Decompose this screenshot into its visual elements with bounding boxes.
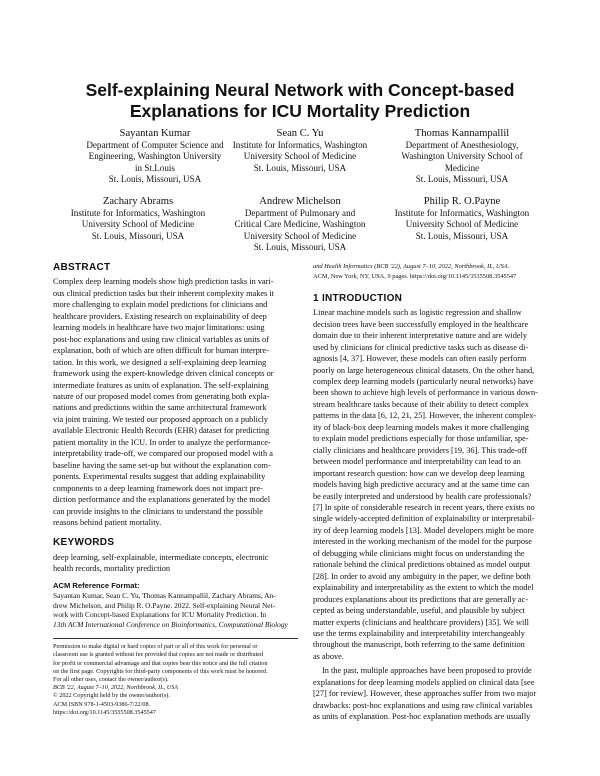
introduction-line: agnosis [4, 37]. However, these models can often easily perform	[313, 354, 527, 364]
author-affiliation: University School of Medicine	[243, 230, 357, 241]
author-name: Andrew Michelson	[259, 196, 341, 207]
permission-line: For all other uses, contact the owner/author(s).	[53, 676, 169, 684]
author-name: Philip R. O.Payne	[423, 196, 501, 207]
abstract-line: explanation, both of which are often difficult for human interpre-	[53, 346, 269, 356]
introduction-line: as above.	[313, 651, 344, 661]
abstract-line: can provide insights to the clinicians to understand the possible	[53, 506, 263, 516]
keywords-heading: KEYWORDS	[53, 537, 115, 549]
author-block	[53, 195, 223, 242]
introduction-line: [28]. In order to avoid any ambiguity in the paper, we define both	[313, 571, 531, 581]
doi-link[interactable]: https://doi.org/10.1145/3535508.3545547	[53, 708, 156, 716]
keywords-line: health records, mortality prediction	[53, 564, 171, 574]
reference-format-body	[53, 591, 298, 620]
author-location: St. Louis, Missouri, USA	[415, 230, 509, 241]
introduction-line: to explain model predictions especially for those unfamiliar, spe-	[313, 434, 529, 444]
author-location: St. Louis, Missouri, USA	[253, 162, 347, 173]
permission-line: for profit or commercial advantage and that copies bear this notice and the full citation	[53, 659, 268, 667]
reference-line: work with Concept-based Explanations for ICU Mortality Prediction. In	[53, 610, 267, 620]
keywords-body	[53, 552, 298, 575]
footnote-rule	[53, 638, 298, 639]
title-line-1: Self-explaining Neural Network with Concept-based	[85, 80, 515, 100]
introduction-line: interested in the working mechanism of the model for the purpose	[313, 537, 532, 547]
isbn-line: ACM ISBN 978-1-4503-9386-7/22/08.	[53, 700, 151, 708]
author-affiliation: Medicine	[444, 162, 480, 173]
introduction-line: [27] for review]. However, these approaches suffer from two major	[313, 689, 537, 699]
author-location: St. Louis, Missouri, USA	[108, 174, 202, 185]
introduction-line: models having high predictive accuracy and at the same time can	[313, 480, 530, 490]
introduction-line: ity of deep learning models [13]. Model developers might be more	[313, 525, 534, 535]
abstract-line: tation. In this work, we designed a self-explaining deep learning	[53, 357, 267, 367]
author-affiliation: University School of Medicine	[243, 151, 357, 162]
author-affiliation: Department of Computer Science and	[86, 140, 224, 150]
reference-line: drew Michelson, and Philip R. O.Payne. 2022. Self-explaining Neural Net-	[53, 600, 276, 610]
left-column	[53, 262, 298, 717]
abstract-line: healthcare providers. Existing research on explainability of deep	[53, 311, 267, 321]
author-location: St. Louis, Missouri, USA	[253, 242, 347, 253]
author-affiliation: Engineering, Washington University	[88, 151, 222, 162]
abstract-line: ous clinical prediction tasks but their inherent complexity makes it	[53, 288, 274, 298]
introduction-line: cially clinicians and healthcare providers [19, 36]. This trade-off	[313, 445, 527, 455]
author-location: St. Louis, Missouri, USA	[415, 174, 509, 185]
abstract-body	[53, 276, 298, 528]
introduction-line: cepted as being understandable, useful, and plausible by subject	[313, 606, 525, 616]
introduction-line: throughout the manuscript, both referring to the same definition	[313, 640, 525, 650]
abstract-line: nations and predictions within the same architectural framework	[53, 403, 267, 413]
introduction-line: single widely-accepted definition of explainability or interpretabil-	[313, 514, 535, 524]
title-line-2: Explanations for ICU Mortality Prediction	[129, 101, 471, 121]
author-name: Sean C. Yu	[276, 128, 324, 139]
introduction-paragraph-1	[313, 307, 558, 662]
introduction-line: produces explanations about its predictions that are generally ac-	[313, 594, 529, 604]
abstract-line: ponents. Experimental results suggest that adding explainability	[53, 472, 266, 482]
introduction-heading: 1 INTRODUCTION	[313, 292, 403, 304]
author-block	[377, 127, 547, 186]
introduction-line: rationale behind the clinical predictions obtained as model output	[313, 560, 531, 570]
author-block	[377, 195, 547, 242]
author-block	[215, 195, 385, 254]
author-affiliation: Department of Anesthesiology,	[405, 140, 519, 150]
reference-format-venue: 13th ACM International Conference on Bioinformatics, Computational Biology	[53, 619, 288, 629]
abstract-line: post-hoc explanations and using raw clinical variables as units of	[53, 334, 269, 344]
reference-continuation: and Health Informatics (BCB '22), August 7–10, 2022, Northbrook, IL, USA. ACM, New York, NY, USA, 9 pages. https://doi.org/10.1145/3535508.3545547	[313, 263, 517, 281]
author-affiliation: Institute for Informatics, Washington	[70, 208, 206, 218]
introduction-line: of debugging while clinicians might focus on understanding the	[313, 548, 525, 558]
author-affiliation: in St.Louis	[135, 162, 175, 173]
introduction-line: use the terms explainability and interpretability interchangeably	[313, 628, 525, 638]
permission-notice	[53, 643, 298, 717]
introduction-paragraph-2	[313, 665, 558, 722]
abstract-line: framework using the expert-knowledge driven clinical concepts or	[53, 369, 274, 379]
abstract-line: components to a deep learning framework does not impact pre-	[53, 483, 263, 493]
introduction-line: domain due to their inherent interpretative nature and are widely	[313, 331, 528, 341]
abstract-line: intermediate features as units of explanation. The self-explaining	[53, 380, 269, 390]
introduction-line: explanations for deep learning models applied on clinical data [see	[313, 677, 535, 687]
introduction-line: ity of black-box deep learning models makes it more challenging	[313, 422, 529, 432]
introduction-line: explainability and interpretability as the extent to which the model	[313, 583, 534, 593]
permission-line: classroom use is granted without fee provided that copies are not made or distributed	[53, 651, 264, 659]
abstract-line: nature of our proposed model comes from generating both expla-	[53, 391, 270, 401]
introduction-line: as units of explanation. Post-hoc explanation methods are usually	[313, 712, 531, 722]
introduction-line: patterns in the data [6, 12, 21, 25]. However, the inherent complex-	[313, 411, 537, 421]
introduction-line: between model performance and interpretability can lead to an	[313, 457, 521, 467]
introduction-line: Linear machine models such as logistic regression and shallow	[313, 308, 522, 318]
author-affiliation: Washington University School of	[401, 151, 523, 162]
author-affiliation: Department of Pulmonary and	[244, 208, 356, 218]
author-name: Sayantan Kumar	[119, 128, 191, 139]
author-affiliation: University School of Medicine	[81, 219, 195, 230]
introduction-line: be easily interpreted and understood by health care professionals?	[313, 491, 532, 501]
right-column	[313, 262, 558, 723]
abstract-line: more challenging to explain model predictions for clinicians and	[53, 300, 268, 310]
author-affiliation: Institute for Informatics, Washington	[232, 140, 368, 150]
introduction-line: decision trees have been successfully employed in the healthcare	[313, 319, 529, 329]
abstract-line: patient mortality in the ICU. In order to analyze the performance-	[53, 437, 271, 447]
author-name: Zachary Abrams	[102, 196, 174, 207]
abstract-heading: ABSTRACT	[53, 262, 111, 273]
paper-title	[40, 80, 560, 122]
abstract-line: reasons behind patient mortality.	[53, 517, 162, 527]
author-name: Thomas Kannampallil	[414, 128, 510, 139]
introduction-line: stream healthcare tasks because of their ability to detect complex	[313, 399, 529, 409]
keywords-line: deep learning, self-explainable, intermediate concepts, electronic	[53, 552, 269, 562]
introduction-line: drawbacks: post-hoc explanations and using raw clinical variables	[313, 700, 533, 710]
introduction-line: matter experts (clinicians and healthcare providers) [35]. We will	[313, 617, 529, 627]
abstract-line: Complex deep learning models show high prediction tasks in vari-	[53, 277, 274, 287]
introduction-line: In the past, multiple approaches have been proposed to provide	[322, 666, 532, 676]
introduction-line: complex deep learning models (particularly neural networks) have	[313, 376, 534, 386]
author-affiliation: Institute for Informatics, Washington	[394, 208, 530, 218]
author-block	[215, 127, 385, 174]
venue-line: BCB '22, August 7–10, 2022, Northbrook, IL, USA	[53, 684, 179, 692]
introduction-line: [7] In spite of considerable research in recent years, there exists no	[313, 502, 535, 512]
abstract-line: baseline having the same set-up but without the explanation com-	[53, 460, 271, 470]
introduction-line: poorly on large heterogeneous clinical datasets. On the other hand,	[313, 365, 535, 375]
introduction-line: important research question: how can we develop deep learning	[313, 468, 525, 478]
permission-line: Permission to make digital or hard copies of part or all of this work for personal or	[53, 643, 258, 651]
abstract-line: interpretability trade-off, we compared our proposed model with a	[53, 449, 273, 459]
abstract-line: diction performance and the explanations generated by the model	[53, 495, 271, 505]
introduction-line: used by clinicians for clinical predictive tasks such as disease di-	[313, 342, 529, 352]
author-affiliation: University School of Medicine	[405, 219, 519, 230]
author-affiliation: Critical Care Medicine, Washington	[234, 219, 366, 230]
permission-line: on the first page. Copyrights for third-party components of this work must be honored.	[53, 667, 268, 675]
copyright-line: © 2022 Copyright held by the owner/author(s).	[53, 692, 170, 700]
reference-format-heading: ACM Reference Format:	[53, 580, 140, 590]
abstract-line: via joint training. We tested our proposed approach on a publicly	[53, 414, 269, 424]
abstract-line: learning models in healthcare have two major limitations: using	[53, 323, 265, 333]
reference-line: Sayantan Kumar, Sean C. Yu, Thomas Kannampallil, Zachary Abrams, An-	[53, 591, 276, 601]
abstract-line: available Electronic Health Records (EHR) dataset for predicting	[53, 426, 270, 436]
introduction-line: been shown to achieve high levels of performance in various down-	[313, 388, 538, 398]
author-location: St. Louis, Missouri, USA	[91, 230, 185, 241]
